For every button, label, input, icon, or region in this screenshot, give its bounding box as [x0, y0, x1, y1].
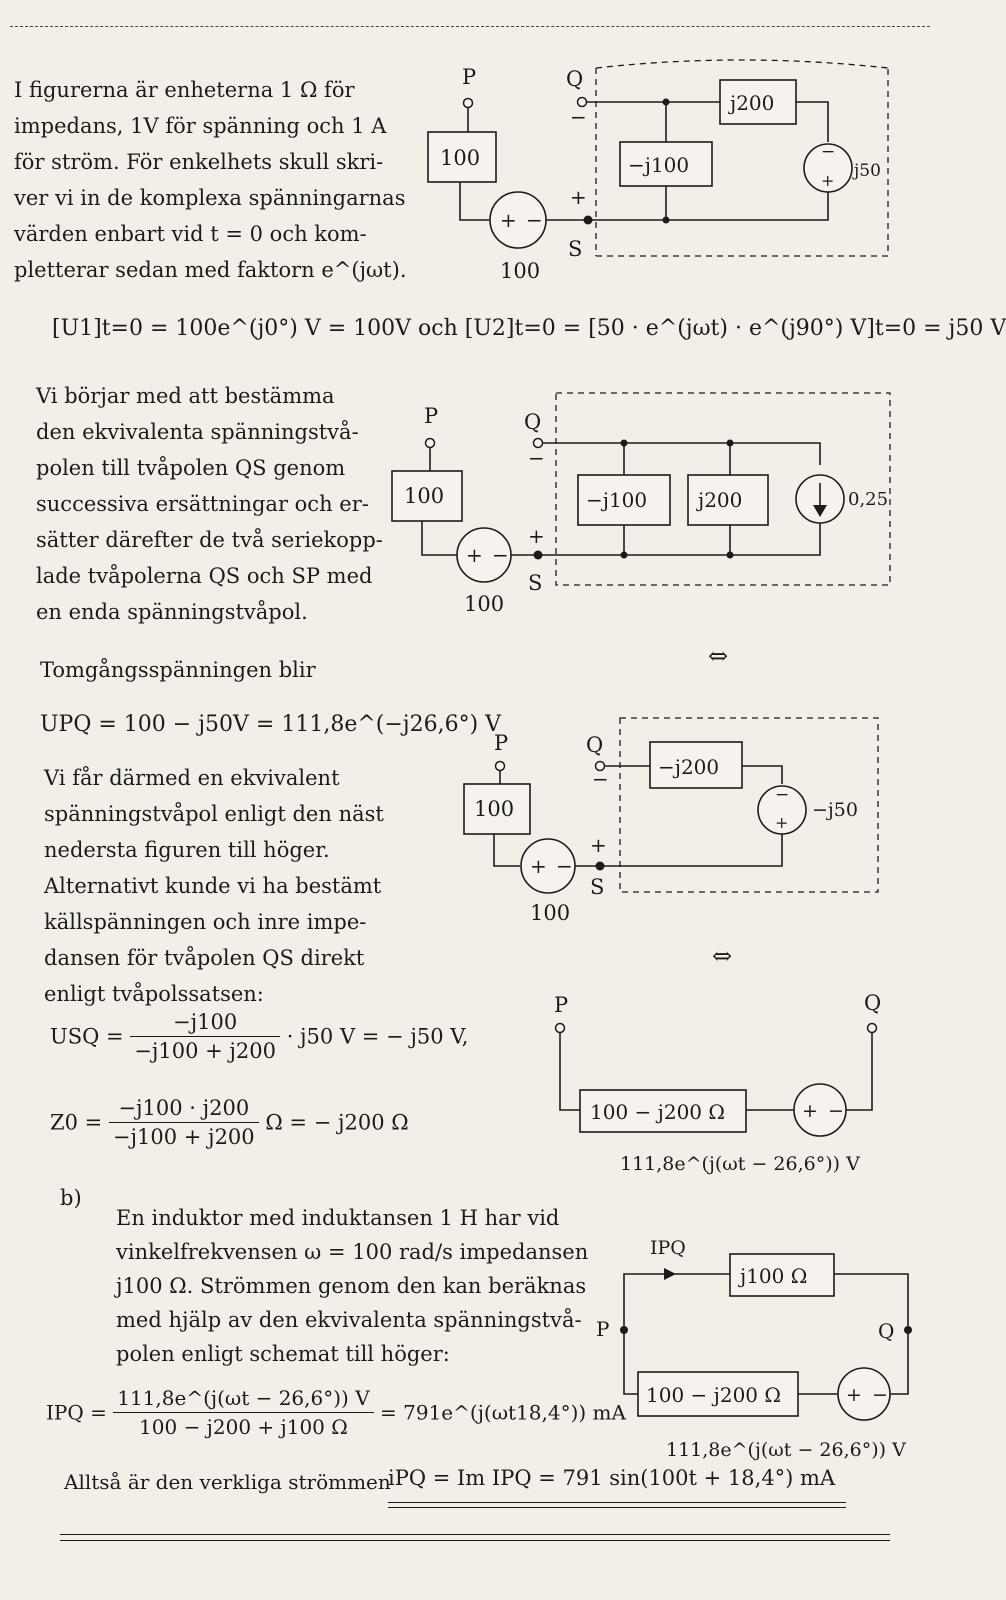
intro-line: impedans, 1V för spänning och 1 A — [14, 114, 387, 138]
result-underline — [388, 1502, 846, 1503]
capacitor-label: −j200 — [658, 755, 720, 779]
bottom-double-rule — [60, 1540, 890, 1541]
z0-numerator: −j100 · j200 — [109, 1096, 259, 1123]
usq-denominator: −j100 + j200 — [134, 1039, 276, 1063]
circuit-figure-5 — [580, 1230, 920, 1470]
final-text: Alltså är den verkliga strömmen — [64, 1470, 391, 1494]
ipq-denominator: 100 − j200 + j100 Ω — [139, 1415, 348, 1439]
node-label-q: Q — [524, 410, 542, 434]
para1-line: lade tvåpolerna QS och SP med — [36, 564, 373, 588]
final-result: iPQ = Im IPQ = 791 sin(100t + 18,4°) mA — [388, 1466, 836, 1490]
wire — [890, 1334, 908, 1394]
node-label-q: Q — [566, 67, 584, 91]
z0-fraction — [109, 1096, 259, 1149]
source-minus: − — [821, 142, 836, 162]
usq-numerator: −j100 — [130, 1010, 280, 1037]
part-b-label: b) — [60, 1186, 82, 1210]
capacitor-label: −j100 — [628, 153, 690, 177]
terminal-q — [868, 1024, 877, 1033]
bottom-double-rule — [60, 1534, 890, 1535]
impedance-label: 100 − j200 Ω — [590, 1100, 725, 1124]
part-b-line: polen enligt schemat till höger: — [116, 1342, 450, 1366]
source-100-label: 100 — [500, 259, 541, 283]
node-label-p: P — [596, 1317, 610, 1341]
terminal-p — [556, 1024, 565, 1033]
impedance-label: 100 − j200 Ω — [646, 1383, 781, 1407]
wire — [592, 192, 828, 220]
source-minus-j50-label: −j50 — [812, 799, 858, 821]
source-plus: + — [466, 543, 483, 567]
inductor-label: j100 Ω — [740, 1264, 808, 1288]
source-plus: + — [775, 813, 789, 832]
node-label-s: S — [590, 875, 605, 899]
para2-line: enligt tvåpolssatsen: — [44, 982, 264, 1006]
node-label-q: Q — [878, 1319, 895, 1343]
wire — [624, 1274, 730, 1326]
u1-lhs: [U1]t=0 — [52, 316, 143, 341]
part-b-line: med hjälp av den ekvivalenta spänningstvå- — [116, 1308, 582, 1332]
para2-line: nedersta figuren till höger. — [44, 838, 330, 862]
usq-fraction — [130, 1010, 280, 1063]
node-label-s: S — [568, 237, 583, 261]
wire — [460, 182, 490, 220]
para2-line: Alternativt kunde vi ha bestämt — [44, 874, 382, 898]
capacitor-label: −j100 — [586, 488, 648, 512]
source-plus: + — [802, 1100, 818, 1122]
wire — [624, 525, 730, 555]
source-j50-label: j50 — [854, 161, 881, 181]
ipq-fraction — [113, 1386, 373, 1439]
part-b-line: vinkelfrekvensen ω = 100 rad/s impedansen — [116, 1240, 589, 1264]
para2-line: spänningstvåpol enligt den näst — [44, 802, 384, 826]
intro-line: I figurerna är enheterna 1 Ω för — [14, 78, 355, 102]
source-minus: − — [828, 1100, 844, 1122]
source-minus: − — [556, 854, 573, 878]
equation-ipq — [46, 1386, 626, 1439]
para1-line: Vi börjar med att bestämma — [36, 384, 335, 408]
source-label: 111,8e^(j(ωt − 26,6°)) V — [666, 1439, 906, 1461]
intro-line: ver vi in de komplexa spänningarnas — [14, 186, 406, 210]
node-label-p: P — [462, 65, 477, 89]
wire — [560, 1032, 580, 1110]
equation-usq — [50, 1010, 468, 1063]
usq-lhs: USQ = — [50, 1024, 124, 1049]
u1-rhs: = 100e^(j0°) V = 100V — [149, 316, 412, 341]
z0-denominator: −j100 + j200 — [112, 1125, 255, 1149]
para1-line: successiva ersättningar och er- — [36, 492, 369, 516]
plus-sign: + — [570, 185, 587, 209]
circuit-figure-2 — [380, 385, 900, 625]
para1-line: den ekvivalenta spänningstvå- — [36, 420, 359, 444]
terminal-q — [904, 1326, 912, 1334]
tomgang-equation: UPQ = 100 − j50V = 111,8e^(−j26,6°) V — [40, 712, 502, 737]
current-label: IPQ — [650, 1237, 686, 1259]
para1-line: en enda spänningstvåpol. — [36, 600, 308, 624]
z0-rhs: Ω = − j200 Ω — [265, 1110, 409, 1135]
source-label: 111,8e^(j(ωt − 26,6°)) V — [620, 1153, 860, 1175]
wire — [796, 102, 828, 142]
node-label-q: Q — [864, 991, 882, 1015]
equivalence-arrow: ⇔ — [712, 942, 733, 970]
och-word: och — [418, 316, 458, 341]
wire — [742, 766, 782, 784]
para2-line: Vi får därmed en ekvivalent — [44, 766, 340, 790]
source-plus: + — [821, 171, 835, 190]
intro-line: för ström. För enkelhets skull skri- — [14, 150, 384, 174]
node-label-p: P — [554, 993, 569, 1017]
ipq-lhs: IPQ = — [46, 1400, 107, 1425]
minus-sign: − — [592, 767, 609, 791]
source-minus: − — [526, 208, 543, 232]
minus-sign: − — [570, 105, 587, 129]
source-minus: − — [492, 543, 509, 567]
equation-z0 — [50, 1096, 409, 1149]
wire — [542, 523, 820, 555]
terminal-p — [426, 439, 435, 448]
source-100-label: 100 — [464, 592, 505, 616]
plus-sign: + — [590, 833, 607, 857]
circuit-figure-1 — [400, 60, 900, 290]
wire — [624, 1334, 638, 1394]
wire — [834, 1274, 908, 1326]
equation-u1-u2 — [52, 316, 1006, 341]
terminal-p — [464, 99, 473, 108]
source-plus: + — [530, 854, 547, 878]
current-arrow-head — [664, 1268, 676, 1280]
top-dashed-rule — [10, 26, 930, 27]
tomgang-label: Tomgångsspänningen blir — [40, 658, 316, 682]
node-label-p: P — [494, 731, 509, 755]
part-b-line: En induktor med induktansen 1 H har vid — [116, 1206, 560, 1230]
wire — [624, 443, 730, 475]
source-minus: − — [872, 1384, 888, 1406]
wire — [422, 521, 458, 555]
source-plus: + — [846, 1384, 862, 1406]
wire — [542, 443, 820, 465]
inductor-label: j200 — [730, 91, 775, 115]
equivalence-arrow: ⇔ — [708, 642, 729, 670]
para2-line: dansen för tvåpolen QS direkt — [44, 946, 365, 970]
intro-line: pletterar sedan med faktorn e^(jωt). — [14, 258, 407, 282]
u2-rhs: = [50 · e^(jωt) · e^(j90°) V]t=0 = j50 V — [562, 316, 1006, 341]
circuit-figure-3 — [460, 712, 900, 932]
para2-line: källspänningen och inre impe- — [44, 910, 367, 934]
circuit-figure-4 — [540, 990, 910, 1180]
node-label-q: Q — [586, 733, 604, 757]
resistor-100-label: 100 — [404, 484, 445, 508]
resistor-100-label: 100 — [474, 797, 515, 821]
u2-lhs: [U2]t=0 — [464, 316, 556, 341]
source-minus: − — [775, 785, 790, 805]
wire — [494, 834, 520, 866]
terminal-s — [584, 216, 593, 225]
terminal-p — [496, 762, 505, 771]
terminal-s — [596, 862, 605, 871]
part-b-line: j100 Ω. Strömmen genom den kan beräknas — [116, 1274, 587, 1298]
resistor-100-label: 100 — [440, 146, 481, 170]
result-underline — [388, 1507, 846, 1508]
minus-sign: − — [528, 446, 545, 470]
ipq-rhs: = 791e^(j(ωt18,4°)) mA — [380, 1400, 626, 1425]
wire — [846, 1032, 872, 1110]
terminal-p — [620, 1326, 628, 1334]
intro-line: värden enbart vid t = 0 och kom- — [14, 222, 367, 246]
wire — [604, 834, 782, 866]
terminal-s — [534, 551, 543, 560]
usq-rhs: · j50 V = − j50 V, — [286, 1024, 469, 1049]
current-source-label: 0,25 — [848, 489, 889, 510]
z0-lhs: Z0 = — [50, 1110, 103, 1135]
node-label-s: S — [528, 571, 543, 595]
para1-line: polen till tvåpolen QS genom — [36, 456, 346, 480]
para1-line: sätter därefter de två seriekopp- — [36, 528, 383, 552]
ipq-numerator: 111,8e^(j(ωt − 26,6°)) V — [113, 1386, 373, 1413]
source-plus: + — [500, 208, 517, 232]
plus-sign: + — [528, 524, 545, 548]
source-100-label: 100 — [530, 901, 571, 925]
node-label-p: P — [424, 404, 439, 428]
inductor-label: j200 — [698, 488, 743, 512]
